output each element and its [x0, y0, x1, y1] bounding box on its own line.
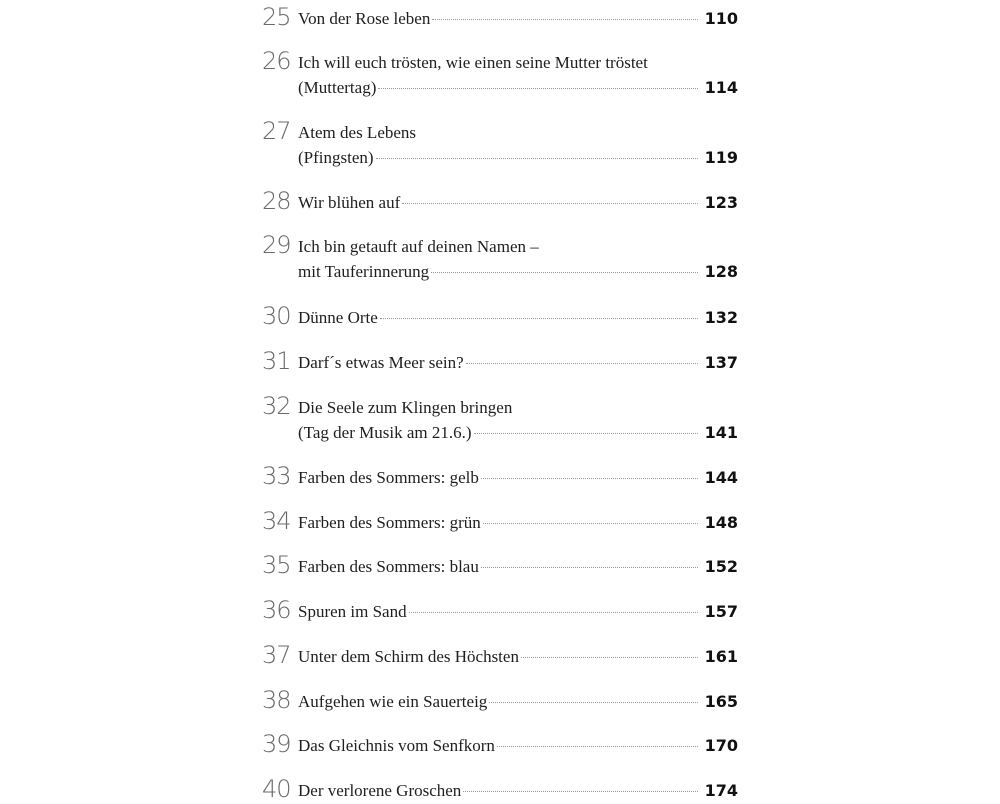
dot-leader — [466, 363, 698, 364]
entry-number: 27 — [262, 117, 291, 145]
entry-page: 141 — [704, 423, 738, 442]
entry-title: Wir blühen auf — [298, 193, 401, 212]
dot-leader — [380, 318, 698, 319]
entry-number: 39 — [262, 730, 291, 758]
entry-number: 31 — [262, 347, 291, 375]
entry-page: 144 — [704, 468, 738, 487]
entry-title: Farben des Sommers: grün — [298, 513, 481, 532]
entry-title: Ich bin getauft auf deinen Namen – — [298, 237, 539, 256]
entry-number: 34 — [262, 507, 291, 535]
entry-number: 36 — [262, 596, 291, 624]
entry-title: Ich will euch trösten, wie einen seine Mutter tröstet — [298, 53, 648, 72]
entry-last-line — [298, 465, 738, 491]
entry-number: 35 — [262, 551, 291, 579]
dot-leader — [463, 791, 698, 792]
entry-page: 114 — [704, 78, 738, 97]
toc-entry[interactable] — [262, 118, 738, 174]
toc-entry[interactable] — [262, 463, 738, 493]
entry-last-line — [298, 190, 738, 216]
dot-leader — [431, 272, 698, 273]
dot-leader — [481, 478, 698, 479]
toc-entry[interactable] — [262, 232, 738, 288]
entry-title: Von der Rose leben — [298, 9, 431, 28]
entry-title: Unter dem Schirm des Höchsten — [298, 647, 519, 666]
entry-title: Atem des Lebens — [298, 123, 417, 142]
dot-leader — [409, 612, 698, 613]
entry-last-line — [298, 305, 738, 331]
entry-last-line — [298, 554, 738, 580]
entry-number: 38 — [262, 686, 291, 714]
entry-page: 174 — [704, 781, 738, 800]
entry-page: 110 — [704, 9, 738, 28]
entry-number: 25 — [262, 3, 291, 31]
entry-number: 40 — [262, 775, 291, 803]
entry-page: 170 — [704, 736, 738, 755]
dot-leader — [497, 746, 698, 747]
entry-number: 26 — [262, 47, 291, 75]
toc-entry[interactable] — [262, 642, 738, 672]
entry-number: 30 — [262, 302, 291, 330]
entry-page: 132 — [704, 308, 738, 327]
entry-number: 33 — [262, 462, 291, 490]
entry-number: 29 — [262, 231, 291, 259]
entry-title: Aufgehen wie ein Sauerteig — [298, 692, 488, 711]
entry-subtitle: mit Tauferinnerung — [298, 262, 430, 281]
entry-last-line — [298, 6, 738, 32]
entry-last-line — [298, 689, 738, 715]
entry-title: Die Seele zum Klingen bringen — [298, 398, 513, 417]
entry-last-line — [298, 599, 738, 625]
entry-last-line — [298, 733, 738, 759]
entry-title: Darf´s etwas Meer sein? — [298, 353, 464, 372]
entry-last-line — [298, 259, 738, 285]
entry-page: 119 — [704, 148, 738, 167]
entry-page: 128 — [704, 262, 738, 281]
entry-last-line — [298, 644, 738, 670]
toc-entry[interactable] — [262, 552, 738, 582]
toc-entry[interactable] — [262, 48, 738, 104]
entry-title: Farben des Sommers: gelb — [298, 468, 479, 487]
toc-entry[interactable] — [262, 597, 738, 627]
entry-page: 148 — [704, 513, 738, 532]
dot-leader — [402, 203, 698, 204]
entry-last-line — [298, 75, 738, 101]
entry-title: Spuren im Sand — [298, 602, 407, 621]
entry-title: Das Gleichnis vom Senfkorn — [298, 736, 495, 755]
dot-leader — [489, 702, 698, 703]
dot-leader — [474, 433, 699, 434]
entry-subtitle: (Tag der Musik am 21.6.) — [298, 423, 472, 442]
entry-title: Farben des Sommers: blau — [298, 557, 479, 576]
entry-last-line — [298, 145, 738, 171]
dot-leader — [521, 657, 698, 658]
entry-last-line — [298, 420, 738, 446]
toc-entry[interactable] — [262, 303, 738, 333]
toc-entry[interactable] — [262, 731, 738, 761]
dot-leader — [378, 88, 698, 89]
entry-page: 157 — [704, 602, 738, 621]
entry-page: 165 — [704, 692, 738, 711]
entry-subtitle: (Pfingsten) — [298, 148, 374, 167]
dot-leader — [481, 567, 698, 568]
toc-entry[interactable] — [262, 775, 738, 803]
entry-title: Der verlorene Groschen — [298, 781, 462, 800]
entry-page: 161 — [704, 647, 738, 666]
toc-entry[interactable] — [262, 4, 738, 34]
dot-leader — [376, 158, 698, 159]
entry-title: Dünne Orte — [298, 308, 378, 327]
toc-entry[interactable] — [262, 188, 738, 218]
entry-last-line — [298, 350, 738, 376]
entry-subtitle: (Muttertag) — [298, 78, 377, 97]
entry-number: 28 — [262, 187, 291, 215]
toc-entry[interactable] — [262, 508, 738, 538]
entry-number: 32 — [262, 392, 291, 420]
entry-last-line — [298, 778, 738, 804]
toc-entry[interactable] — [262, 393, 738, 449]
toc-entry[interactable] — [262, 687, 738, 717]
entry-page: 137 — [704, 353, 738, 372]
toc-entry[interactable] — [262, 348, 738, 378]
dot-leader — [432, 19, 698, 20]
entry-page: 152 — [704, 557, 738, 576]
dot-leader — [483, 523, 698, 524]
entry-last-line — [298, 510, 738, 536]
entry-number: 37 — [262, 641, 291, 669]
entry-page: 123 — [704, 193, 738, 212]
